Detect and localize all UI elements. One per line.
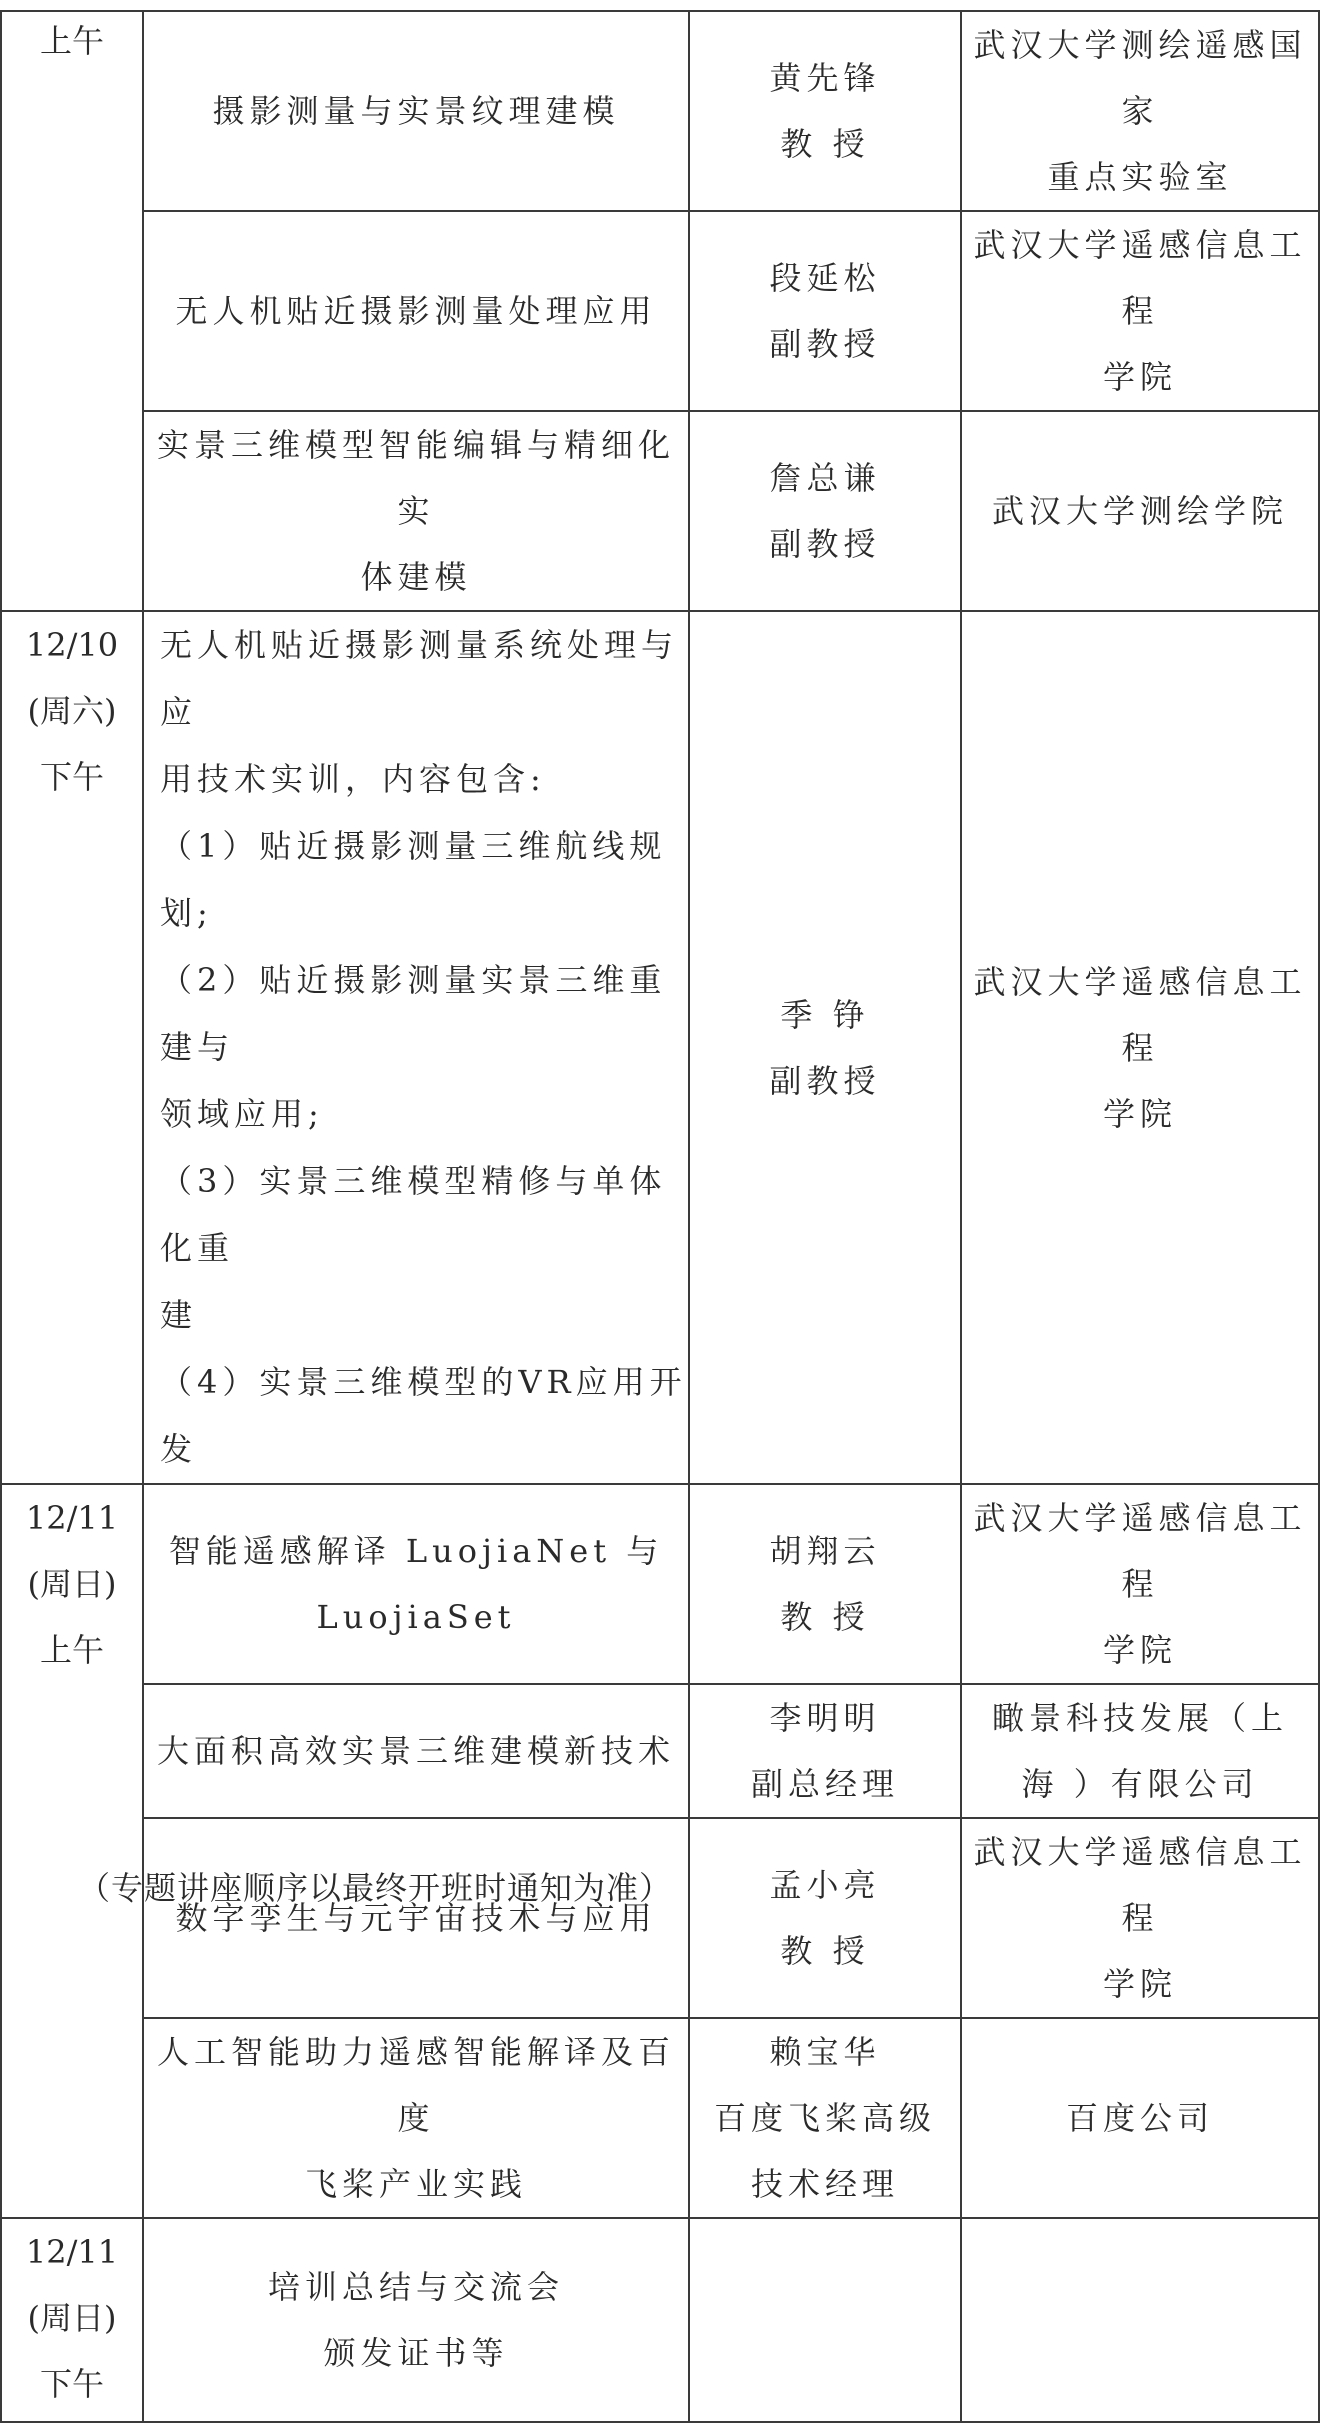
lecturer-cell <box>689 2218 961 2422</box>
organization-cell <box>961 611 1319 1484</box>
lecturer-cell <box>689 1684 961 1818</box>
organization-cell <box>961 1818 1319 2018</box>
topic-text: 大面积高效实景三维建模新技术 <box>156 1732 675 1770</box>
topic-text: 无人机贴近摄影测量处理应用 <box>175 292 657 330</box>
organization-text: 武汉大学遥感信息工程 <box>973 226 1307 330</box>
date-day: 12/11 <box>25 2233 119 2271</box>
table-row <box>1 611 1319 1484</box>
organization-cell <box>961 411 1319 611</box>
organization-text: 学院 <box>1102 1965 1177 2003</box>
topic-list-item: （3）实景三维模型精修与单体化重 <box>160 1162 667 1267</box>
date-period: 下午 <box>39 758 104 796</box>
date-cell <box>1 611 143 1484</box>
date-day: 12/10 <box>25 626 119 664</box>
lecturer-cell <box>689 11 961 211</box>
lecturer-title: 百度飞桨高级 <box>713 2099 936 2137</box>
schedule-table <box>0 10 1320 2423</box>
lecturer-name: 胡翔云 <box>769 1532 881 1570</box>
lecturer-name: 赖宝华 <box>769 2033 881 2071</box>
lecturer-title: 副教授 <box>769 525 881 563</box>
table-row <box>1 1818 1319 2018</box>
topic-cell <box>143 11 689 211</box>
topic-list-item: （4）实景三维模型的VR应用开发 <box>160 1363 687 1468</box>
topic-cell <box>143 2218 689 2422</box>
topic-list-item: （2）贴近摄影测量实景三维重建与 <box>160 961 667 1066</box>
organization-cell <box>961 1484 1319 1684</box>
lecturer-cell <box>689 411 961 611</box>
organization-text: 学院 <box>1102 1094 1177 1133</box>
table-row <box>1 2218 1319 2422</box>
footnote: （专题讲座顺序以最终开班时通知为准） <box>78 1869 673 1907</box>
topic-cell <box>143 211 689 411</box>
organization-text: 武汉大学测绘学院 <box>991 492 1288 530</box>
topic-cell <box>143 1818 689 2018</box>
topic-text: 体建模 <box>360 558 472 596</box>
table-row <box>1 1484 1319 1684</box>
date-cell <box>1 11 143 611</box>
topic-text: 人工智能助力遥感智能解译及百度 <box>156 2033 675 2137</box>
lecturer-title: 副教授 <box>769 325 881 363</box>
topic-text: LuojiaSet <box>316 1598 516 1636</box>
topic-cell <box>143 1484 689 1684</box>
topic-list-item: 领域应用; <box>160 1095 324 1133</box>
topic-text: 摄影测量与实景纹理建模 <box>212 92 620 130</box>
date-cell <box>1 2218 143 2422</box>
lecturer-title: 技术经理 <box>750 2165 899 2203</box>
organization-cell <box>961 11 1319 211</box>
table-row <box>1 411 1319 611</box>
organization-text: 武汉大学遥感信息工程 <box>973 1833 1307 1937</box>
date-day: 12/11 <box>25 1499 119 1537</box>
date-period: 上午 <box>39 22 104 60</box>
table-row <box>1 2018 1319 2218</box>
topic-text: 飞桨产业实践 <box>304 2165 527 2203</box>
topic-text: 用技术实训，内容包含: <box>160 760 546 798</box>
lecturer-name: 黄先锋 <box>769 59 881 97</box>
table-row <box>1 211 1319 411</box>
topic-cell <box>143 2018 689 2218</box>
lecturer-title: 教 授 <box>780 125 870 163</box>
organization-text: 学院 <box>1102 358 1177 396</box>
organization-cell <box>961 1684 1319 1818</box>
date-cell <box>1 1484 143 2218</box>
organization-text: 瞰景科技发展（上 <box>991 1699 1288 1737</box>
lecturer-name: 李明明 <box>769 1699 881 1737</box>
topic-cell <box>143 411 689 611</box>
topic-text: 颁发证书等 <box>323 2334 509 2372</box>
lecturer-name: 孟小亮 <box>769 1866 881 1904</box>
date-period: 上午 <box>39 1631 104 1669</box>
organization-text: 海 ）有限公司 <box>1021 1765 1259 1803</box>
topic-cell <box>143 611 689 1484</box>
lecturer-cell <box>689 1818 961 2018</box>
topic-text: 培训总结与交流会 <box>267 2268 564 2306</box>
lecturer-cell <box>689 1484 961 1684</box>
table-row <box>1 1684 1319 1818</box>
lecturer-name: 季 铮 <box>780 995 870 1034</box>
lecturer-title: 教 授 <box>780 1598 870 1636</box>
lecturer-cell <box>689 611 961 1484</box>
organization-text: 学院 <box>1102 1631 1177 1669</box>
date-period: 下午 <box>39 2365 104 2403</box>
date-weekday: (周六) <box>27 692 117 730</box>
topic-text: 数字孪生与元宇宙技术与应用 <box>175 1899 657 1937</box>
organization-cell <box>961 2018 1319 2218</box>
topic-list-item: （1）贴近摄影测量三维航线规划; <box>160 827 667 932</box>
lecturer-cell <box>689 2018 961 2218</box>
topic-text: 智能遥感解译 LuojiaNet 与 <box>168 1532 664 1570</box>
date-weekday: (周日) <box>27 2299 117 2337</box>
organization-text: 百度公司 <box>1065 2099 1214 2137</box>
topic-list-item: 建 <box>160 1296 198 1334</box>
topic-text: 无人机贴近摄影测量系统处理与应 <box>160 626 679 731</box>
lecturer-title: 副总经理 <box>750 1765 899 1803</box>
organization-text: 武汉大学遥感信息工程 <box>973 962 1307 1067</box>
organization-text: 重点实验室 <box>1047 158 1233 196</box>
lecturer-name: 段延松 <box>769 259 881 297</box>
organization-text: 武汉大学遥感信息工程 <box>973 1499 1307 1603</box>
lecturer-name: 詹总谦 <box>769 459 881 497</box>
topic-text: 实景三维模型智能编辑与精细化实 <box>156 426 675 530</box>
lecturer-cell <box>689 211 961 411</box>
organization-text: 武汉大学测绘遥感国家 <box>973 26 1307 130</box>
organization-cell <box>961 2218 1319 2422</box>
date-weekday: (周日) <box>27 1565 117 1603</box>
lecturer-title: 副教授 <box>769 1061 881 1100</box>
table-row <box>1 11 1319 211</box>
lecturer-title: 教 授 <box>780 1932 870 1970</box>
organization-cell <box>961 211 1319 411</box>
topic-cell <box>143 1684 689 1818</box>
